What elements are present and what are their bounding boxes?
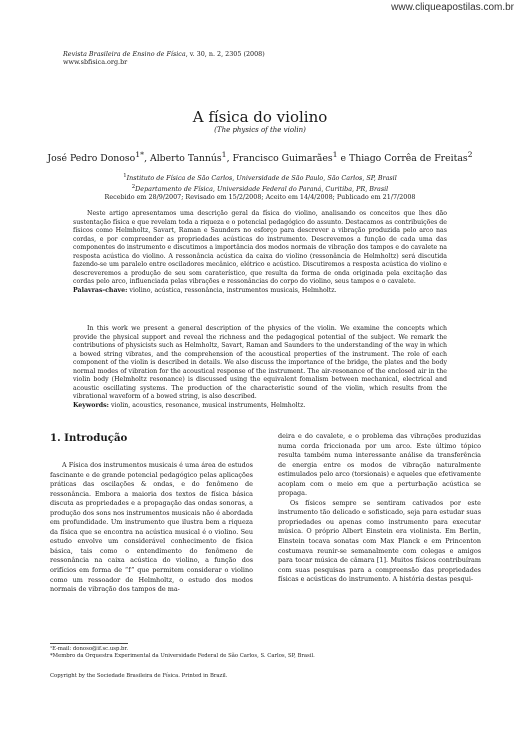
keywords-text: violin, acoustics, resonance, musical instruments, Helmholtz. xyxy=(108,401,306,409)
footnote: ¹E-mail: donoso@if.sc.usp.br. xyxy=(50,646,129,652)
author: Francisco Guimarães xyxy=(232,153,333,165)
body-paragraph: A Física dos instrumentos musicais é uma área de estudos fascinante e de grande potencial pedagógico pelas aplicações práticas das oscilações & ondas, e do fenômeno de ressonância. Embora a maioria dos textos de física básica discuta as propriedades e a propagação das ondas sonoras, a produção dos sons nos instrumentos musicais não é abordada em profundidade. Um instrumento que ilustra bem a riqueza da física que se encontra na acústica musical é o violino. Seu estudo envolve um considerável conhecimento de física básica, tais como o entendimento do fenômeno de ressonância na caixa acústica do violino, a função dos orifícios em forma de “f” que permitem considerar o violino como um ressoador de Helmholtz, o estudo dos modos normais de vibração dos tampos de ma- xyxy=(50,461,253,594)
body-paragraph: deira e do cavalete, e o problema das vibrações produzidas numa corda friccionada por um arco. Este último tópico resulta também numa interessante análise da transferência de energia entre os modos de vibração naturalmente estimulados pelo arco (torsionais) e aqueles que efetivamente acoplam com o meio em que a perturbação acústica se propaga. xyxy=(278,432,481,498)
abstract-english xyxy=(73,325,447,410)
affiliations xyxy=(40,172,480,202)
abstract-text: Neste artigo apresentamos uma descrição geral da física do violino, analisando os conceitos que lhes dão sustentação física e que revelam toda a riqueza e o potencial pedagógico do assunto. Destacamos as contribuições de físicos como Helmholtz, Savart, Raman e Saunders no esforço para descrever a vibração produzida pelo arco nas cordas, e por compreender as propriedades acústicas do instrumento. Descrevemos a função de cada uma das componentes do instrumento e discutimos a importância dos modos normais de vibração dos tampos e do cavalete na resposta acústica do violino. A ressonância acústica da caixa do violino (ressonância de Helmholtz) será discutida fazendo-se um paralelo entre osciladores mecânico, elétrico e acústico. Discutiremos a resposta acústica do violino e descreveremos a produção de seu som caraterístico, que resulta da forma de onda originada pela excitação das cordas pelo arco, influenciada pelas vibrações e ressonâncias do corpo do violino, seus tampos e o cavalete. xyxy=(73,210,448,286)
title-block xyxy=(40,108,480,135)
author-separator: , xyxy=(226,153,233,165)
affiliation-text: Departamento de Física, Universidade Federal do Paraná, Curitiba, PR, Brasil xyxy=(135,184,389,193)
author-separator: , xyxy=(144,153,150,165)
journal-site: www.sbfisica.org.br xyxy=(63,58,128,66)
copyright-notice: Copyright by the Sociedade Brasileira de Física. Printed in Brazil. xyxy=(50,673,228,679)
footnote-divider xyxy=(50,643,128,644)
author-mark: 1 xyxy=(332,150,338,159)
author-mark: 1* xyxy=(135,150,145,159)
affiliation-mark: 1 xyxy=(123,173,127,179)
author: Alberto Tannús xyxy=(149,153,222,165)
body-column-left xyxy=(50,461,253,595)
paper-subtitle: (The physics of the violin) xyxy=(214,126,306,134)
footnotes xyxy=(50,646,350,660)
journal-volume: , v. 30, n. 2, 2305 (2008) xyxy=(185,50,265,58)
journal-name: Revista Brasileira de Ensino de Física xyxy=(63,50,186,58)
affiliation xyxy=(40,172,480,183)
journal-header xyxy=(63,50,265,66)
body-column-right xyxy=(278,432,481,585)
abstract-text: In this work we present a general description of the physics of the violin. We examine the concepts which provide the physical support and reveal the richness and the pedagogical potential of the subject. We remark the contributions of physicists such as Helmholtz, Savart, Raman and Saunders to the understanding of the way in which a bowed string vibrates, and the comprehension of the acoustical properties of the instrument. The role of each component of the violin is described in details. We also discuss the importance of the bridge, the plates and the body normal modes of vibration for the acoustical response of the instrument. The air-resonance of the enclosed air in the violin body (Helmholtz resonance) is discussed using the equivalent fomalism between mechanical, electrical and acoustic oscillating systems. The production of the characteristic sound of the violin, which results from the vibrational waveform of a bowed string, is also described. xyxy=(73,325,447,401)
paper-title: A física do violino xyxy=(192,108,328,126)
abstract-portuguese xyxy=(73,210,447,295)
footnote: *Membro da Orquestra Experimental da Universidade Federal de São Carlos, S. Carlos, SP, Brasil. xyxy=(50,653,315,660)
keywords-label: Keywords: xyxy=(73,401,109,409)
keywords-pt xyxy=(73,287,447,296)
keywords-label: Palavras-chave: xyxy=(73,286,128,294)
keywords-text: violino, acústica, ressonância, instrumentos musicais, Helmholtz. xyxy=(127,286,337,294)
section-heading: 1. Introdução xyxy=(50,432,128,444)
watermark: www.cliqueapostilas.com.br xyxy=(391,2,514,13)
affiliation xyxy=(40,183,480,194)
affiliation-mark: 2 xyxy=(131,183,136,190)
body-paragraph: Os físicos sempre se sentiram cativados por este instrumento tão delicado e sofisticado, seja para estudar suas propriedades ou apenas como instrumento para executar música. O próprio Albert Einstein era violinista. Em Berlin, Einstein tocava sonatas com Max Planck e em Princenton costumava reunir-se semanalmente com colegas e amigos para tocar música de câmara [1]. Muitos físicos contribuíram com suas pesquisas para a compreensão das propriedades físicas e acústicas do instrumento. A história destas pesqui- xyxy=(278,498,481,584)
journal-citation xyxy=(63,50,265,58)
author: José Pedro Donoso xyxy=(47,153,136,165)
author-mark: 2 xyxy=(467,150,473,159)
keywords-en xyxy=(73,402,447,411)
author-list xyxy=(40,150,480,164)
submission-dates: Recebido em 28/9/2007; Revisado em 15/2/2008; Aceito em 14/4/2008; Publicado em 21/7/2008 xyxy=(104,193,416,202)
affiliation-text: Instituto de Física de São Carlos, Universidade de São Paulo, São Carlos, SP, Brasil xyxy=(126,174,397,183)
author: Thiago Corrêa de Freitas xyxy=(349,153,468,165)
author-mark: 1 xyxy=(221,150,227,159)
author-separator: e xyxy=(337,153,349,165)
